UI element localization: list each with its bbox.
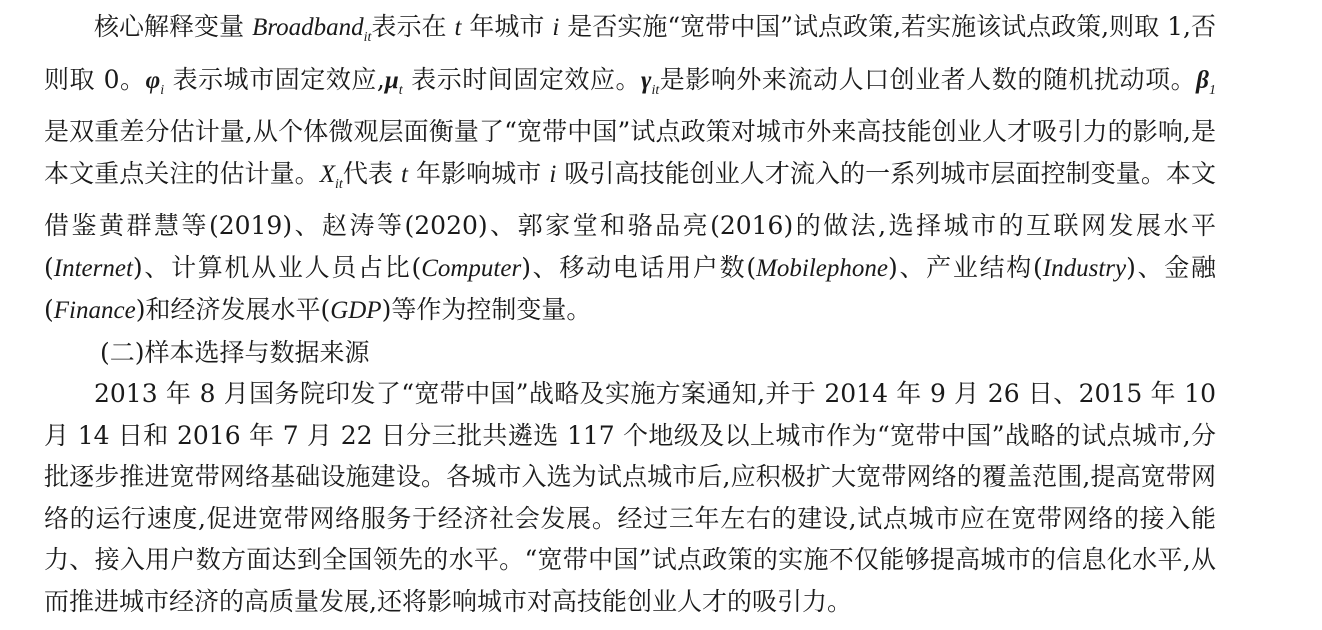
text-segment: )和经济发展水平( [135,295,331,324]
text-segment: 年城市 [461,12,553,41]
math-subscript: it [335,176,343,192]
text-segment: )等作为控制变量。 [381,295,592,324]
math-variable: GDP [330,297,382,324]
math-symbol: β [1196,66,1209,94]
text-segment: )、金融( [44,252,1216,324]
math-variable: Industry [1042,254,1127,282]
math-symbol: γ [641,66,652,94]
math-variable: Computer [421,254,522,282]
math-subscript: 1 [1208,82,1216,98]
text-segment: 表示时间固定效应。 [402,64,642,94]
math-variable: Mobilephone [756,254,889,282]
math-subscript: it [363,30,372,45]
text-segment: )、产业结构( [888,252,1043,282]
text-segment: 是影响外来流动人口创业者人数的随机扰动项。 [659,64,1197,94]
math-symbol: μ [384,66,399,94]
text-segment: 吸引高技能创业人才流入的一系列城市层面控制变量。本文借鉴黄群慧等(2019)、赵涛等(2020)、郭家堂和骆品亮(2016)的做法,选择城市的互联网发展水平( [44,158,1216,282]
text-segment: 代表 [342,158,402,188]
section-heading: (二)样本选择与数据来源 [100,337,370,367]
math-subscript: i [160,82,165,98]
text-segment: 是双重差分估计量,从个体微观层面衡量了“宽带中国”试点政策对城市外来高技能创业人才吸引力的影响,是本文重点关注的估计量。 [44,117,1216,188]
math-variable: Internet [53,254,133,282]
text-segment: 核心解释变量 [94,12,253,41]
math-subscript: it [651,82,660,98]
paragraph-model-variables [44,6,1216,332]
math-variable: X [319,160,336,188]
math-variable: i [549,160,557,188]
document-page [44,6,1216,622]
text-segment: )、计算机从业人员占比( [132,252,422,282]
text-segment: 表示在 [371,12,455,41]
text-segment: )、移动电话用户数( [521,252,757,282]
text-segment: 表示城市固定效应, [164,64,385,94]
text-segment: 年影响城市 [407,158,550,188]
math-variable: i [552,14,560,41]
math-variable: t [401,160,408,188]
math-symbol: φ [145,66,161,94]
math-variable: Broadband [252,14,364,41]
paragraph-sample-data: 2013 年 8 月国务院印发了“宽带中国”战略及实施方案通知,并于 2014 年 9 月 26 日、2015 年 10 月 14 日和 2016 年 7 月 22 日分三批共遴选 117 个地级及以上城市作为“宽带中国”战略的试点城市,分批逐步推进宽带网络基础设施建设。各城市入选为试点城市后,应积极扩大宽带网络的覆盖范围,提高宽带网络的运行速度,促进宽带网络服务于经济社会发展。经过三年左右的建设,试点城市应在宽带网络的接入能力、接入用户数方面达到全国领先的水平。“宽带中国”试点政策的实施不仅能够提高城市的信息化水平,从而推进城市经济的高质量发展,还将影响城市对高技能创业人才的吸引力。 [44,379,1216,616]
text-segment: 是否实施“宽带中国”试点政策,若实施该试点政策,则取 1,否则取 0。 [44,12,1216,94]
math-variable: Finance [53,297,136,324]
math-subscript: t [398,82,403,98]
math-variable: t [454,14,462,41]
